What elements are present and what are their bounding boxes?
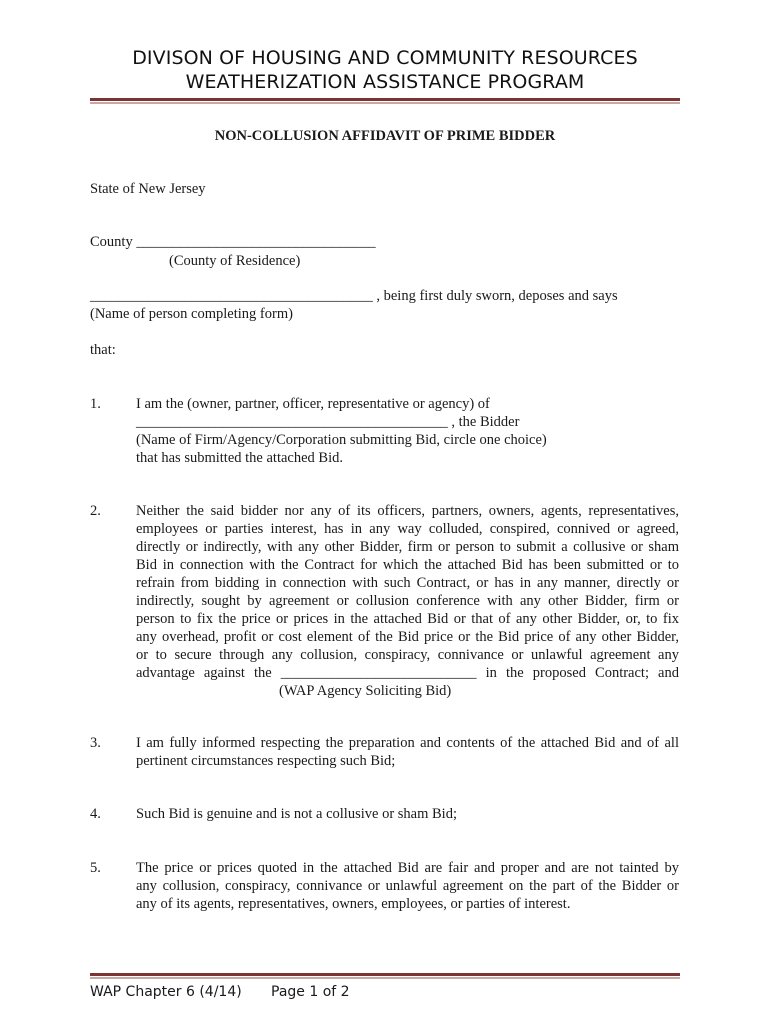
item-2-line: directly or indirectly, with any other Bidder, firm or person to submit a collusive or sham <box>136 539 679 555</box>
footer-divider <box>90 973 680 979</box>
footer-page-number: Page 1 of 2 <box>271 984 350 1000</box>
header-line-2: WEATHERIZATION ASSISTANCE PROGRAM <box>185 71 585 93</box>
person-name-field: _______________________________________ , being first duly sworn, deposes and says <box>90 288 618 304</box>
item-number: 3. <box>90 735 101 751</box>
item-number: 5. <box>90 860 101 876</box>
item-3-line: I am fully informed respecting the preparation and contents of the attached Bid and of all <box>136 735 679 751</box>
header-line-1: DIVISON OF HOUSING AND COMMUNITY RESOURCES <box>132 47 638 69</box>
item-1-line: that has submitted the attached Bid. <box>136 450 343 466</box>
item-number: 1. <box>90 396 101 412</box>
item-3-line: pertinent circumstances respecting such Bid; <box>136 753 396 769</box>
item-5-line: any of its agents, representatives, owners, employees, or parties of interest. <box>136 896 571 912</box>
item-5-line: The price or prices quoted in the attached Bid are fair and proper and are not tainted by <box>136 860 679 876</box>
item-1-line: I am the (owner, partner, officer, representative or agency) of <box>136 396 490 412</box>
that-line: that: <box>90 342 116 358</box>
item-1-line: (Name of Firm/Agency/Corporation submitting Bid, circle one choice) <box>136 432 547 448</box>
footer-chapter: WAP Chapter 6 (4/14) <box>90 984 242 1000</box>
person-caption: (Name of person completing form) <box>90 306 293 322</box>
county-caption: (County of Residence) <box>169 253 301 269</box>
item-4-line: Such Bid is genuine and is not a collusive or sham Bid; <box>136 806 457 822</box>
item-5-line: any collusion, conspiracy, connivance or unlawful agreement on the part of the Bidder or <box>136 878 679 894</box>
item-2-line: person to fix the price or prices in the attached Bid or that of any other Bidder, or, to fix <box>136 611 679 627</box>
firm-name-field: ___________________________________________ , the Bidder <box>136 414 520 430</box>
item-number: 2. <box>90 503 101 519</box>
item-2-line: any overhead, profit or cost element of the Bid price or the Bid price of any other Bidder, <box>136 629 679 645</box>
item-2-line: employees or parties interest, has in any way colluded, conspired, connived or agreed, <box>136 521 679 537</box>
item-2-line: Neither the said bidder nor any of its officers, partners, owners, agents, representatives, <box>136 503 679 519</box>
item-2-line: Bid in connection with the Contract for which the attached Bid has been submitted or to <box>136 557 679 573</box>
county-field: County _________________________________ <box>90 234 376 250</box>
item-2-line: or to secure through any collusion, conspiracy, connivance or unlawful agreement any <box>136 647 679 663</box>
item-number: 4. <box>90 806 101 822</box>
item-2-paragraph <box>136 502 679 682</box>
item-2-line: indirectly, sought by agreement or collusion conference with any other Bidder, firm or <box>136 593 679 609</box>
item-2-line: refrain from bidding in connection with such Contract, or has in any manner, directly or <box>136 575 679 591</box>
wap-agency-caption: (WAP Agency Soliciting Bid) <box>279 683 452 699</box>
wap-agency-field: advantage against the ___________________________ in the proposed Contract; and <box>136 665 679 681</box>
item-5-paragraph <box>136 859 679 913</box>
state-line: State of New Jersey <box>90 181 206 197</box>
document-title: NON-COLLUSION AFFIDAVIT OF PRIME BIDDER <box>214 128 556 144</box>
item-3-paragraph <box>136 734 679 770</box>
header-divider <box>90 98 680 104</box>
